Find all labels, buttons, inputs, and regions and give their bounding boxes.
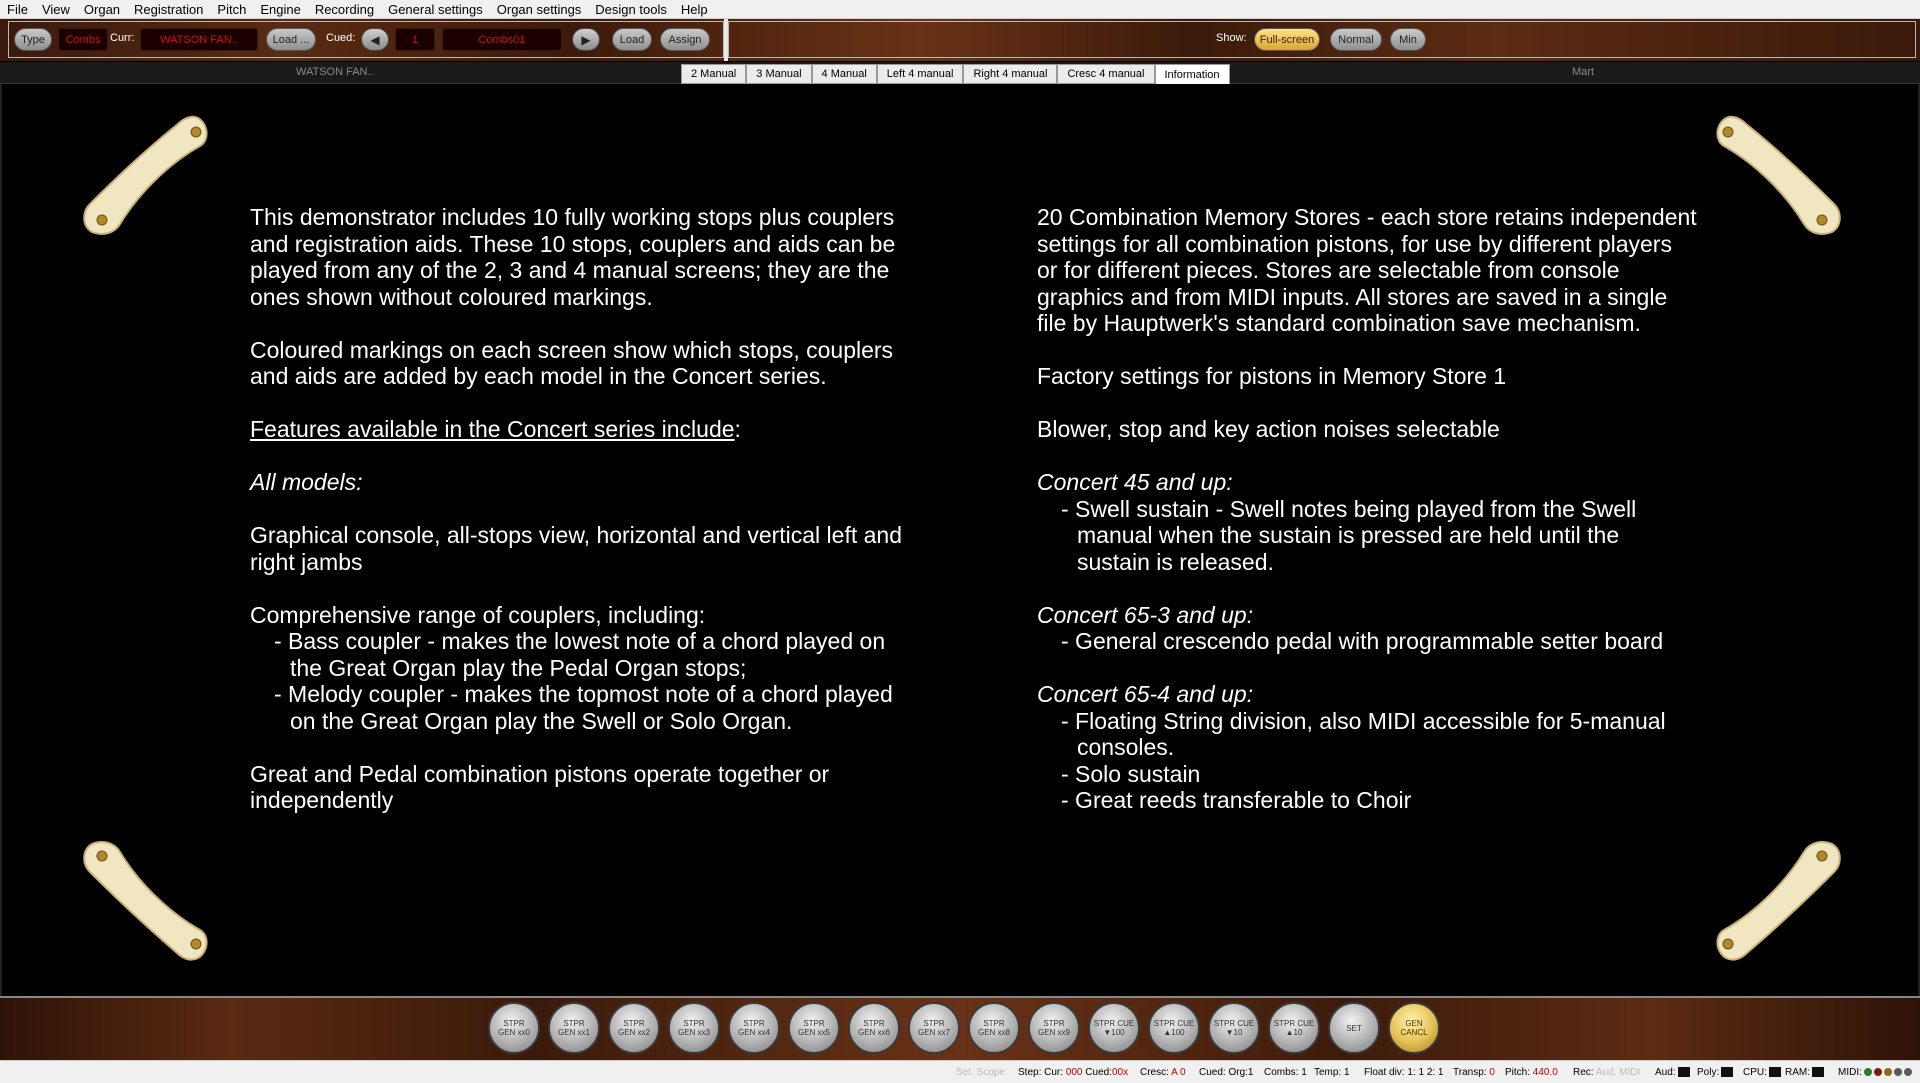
features-heading: Features available in the Concert series include <box>250 416 735 442</box>
piston-label-line1: STPR <box>623 1019 645 1028</box>
piston-label <box>1274 1019 1314 1037</box>
pitch-status <box>1505 1067 1558 1078</box>
tab-left-4-manual[interactable]: Left 4 manual <box>877 64 964 84</box>
step-status <box>1018 1067 1128 1078</box>
menu-item-help[interactable]: Help <box>680 1 708 17</box>
concert-65-3-heading: Concert 65-3 and up: <box>1037 601 1254 628</box>
couplers-paragraph: Comprehensive range of couplers, including: <box>250 601 706 628</box>
piston-button[interactable] <box>1268 1002 1320 1054</box>
temp-value: 1 <box>1344 1067 1350 1078</box>
show-label: Show: <box>1216 32 1247 44</box>
piston-button[interactable] <box>848 1002 900 1054</box>
screen-tab-bar <box>0 62 1920 84</box>
console-paragraph: Graphical console, all-stops view, horizontal and vertical left and right jambs <box>250 522 903 575</box>
combs-value: 1 <box>1301 1067 1307 1078</box>
midi-label: MIDI: <box>1838 1067 1862 1078</box>
pitch-value: 440.0 <box>1532 1067 1558 1078</box>
midi-dot-icon <box>1864 1068 1872 1076</box>
midi-dot-icon <box>1894 1068 1902 1076</box>
tab-information[interactable]: Information <box>1155 64 1230 85</box>
normal-button[interactable]: Normal <box>1330 28 1382 51</box>
piston-label-line1: STPR <box>563 1019 585 1028</box>
piston-label <box>618 1019 650 1037</box>
current-organ-display: WATSON FAN.. <box>140 28 258 51</box>
midi-indicators <box>1838 1067 1912 1078</box>
piston-button[interactable] <box>728 1002 780 1054</box>
intro-paragraph: This demonstrator includes 10 fully working stops plus couplers and registration aids. These 10 stops, couplers and aids can be played from any of the 2, 3 and 4 manual screens; they are the ones shown without coloured markings. <box>250 204 896 310</box>
piston-label <box>738 1019 770 1037</box>
menu-item-pitch[interactable]: Pitch <box>217 1 247 17</box>
piston-label-line2: GEN xx8 <box>977 1028 1010 1037</box>
min-button[interactable]: Min <box>1390 28 1426 51</box>
piston-button[interactable] <box>908 1002 960 1054</box>
corner-ornament-top-left-icon <box>48 106 218 246</box>
piston-label-line1: STPR <box>863 1019 885 1028</box>
memory-stores-paragraph: 20 Combination Memory Stores - each store retains independent settings for all combination pistons, for use by different players or for different pieces. Stores are selectable from console graphics and from MIDI inputs. All stores are saved in a single file by Hauptwerk's standard combination save mechanism. <box>1037 204 1697 336</box>
piston-label-line1: STPR <box>803 1019 825 1028</box>
corner-ornament-bottom-left-icon <box>48 830 218 970</box>
piston-label-line1: STPR CUE <box>1213 1019 1255 1028</box>
piston-label-line2: GEN xx0 <box>497 1028 530 1037</box>
piston-label-line2: GEN xx5 <box>797 1028 830 1037</box>
piston-button[interactable] <box>968 1002 1020 1054</box>
float-div-status <box>1364 1067 1444 1078</box>
previous-arrow-icon[interactable]: ◀ <box>361 28 389 51</box>
poly-meter <box>1697 1067 1733 1078</box>
menu-item-file[interactable]: File <box>7 1 28 17</box>
piston-button[interactable] <box>488 1002 540 1054</box>
information-screen <box>0 84 1920 996</box>
piston-label-line1: STPR <box>983 1019 1005 1028</box>
crescendo-pedal-item: - General crescendo pedal with programmable setter board <box>1061 628 1664 654</box>
cpu-label: CPU: <box>1743 1067 1767 1078</box>
features-colon: : <box>734 416 741 442</box>
ram-meter-bar <box>1812 1067 1824 1077</box>
menu-item-recording[interactable]: Recording <box>314 1 375 17</box>
cued-label: Cued: <box>326 32 356 44</box>
cresc-value: A 0 <box>1171 1067 1186 1078</box>
cued-combs-display: Combs01 <box>442 28 562 51</box>
piston-label-line1: SET <box>1346 1023 1362 1033</box>
tab-3-manual[interactable]: 3 Manual <box>746 64 811 84</box>
transp-status <box>1453 1067 1495 1078</box>
noises-paragraph: Blower, stop and key action noises selectable <box>1037 416 1500 442</box>
piston-button[interactable] <box>668 1002 720 1054</box>
piston-label-line2: GEN xx3 <box>677 1028 710 1037</box>
concert-65-4-heading: Concert 65-4 and up: <box>1037 681 1254 707</box>
piston-label <box>858 1019 890 1037</box>
piston-label-line2: ▼10 <box>1225 1028 1243 1037</box>
piston-label-line2: GEN xx9 <box>1037 1028 1070 1037</box>
piston-label <box>1038 1019 1070 1037</box>
next-arrow-icon[interactable]: ▶ <box>572 28 600 51</box>
piston-button[interactable] <box>1148 1002 1200 1054</box>
fullscreen-button[interactable]: Full-screen <box>1254 28 1320 51</box>
aud-meter-bar <box>1678 1067 1690 1077</box>
temp-status <box>1314 1067 1350 1078</box>
piston-button[interactable] <box>788 1002 840 1054</box>
step-label: Step: Cur: <box>1018 1067 1064 1078</box>
piston-button[interactable] <box>1328 1002 1380 1054</box>
temp-label: Temp: <box>1314 1067 1342 1078</box>
ram-label: RAM: <box>1785 1067 1810 1078</box>
screen-tabs <box>681 64 1230 85</box>
cued-org-value: 1 <box>1247 1067 1254 1078</box>
piston-label-line2: GEN xx4 <box>737 1028 770 1037</box>
rec-aud-midi: Aud. MIDI <box>1595 1067 1641 1078</box>
swell-sustain-item: - Swell sustain - Swell notes being played from the Swell manual when the sustain is pressed are held until the sustain is released. <box>1061 495 1637 575</box>
piston-label-line1: STPR <box>743 1019 765 1028</box>
cpu-meter-bar <box>1769 1067 1781 1077</box>
toolbar-right-panel <box>728 21 1916 58</box>
pitch-label: Pitch: <box>1505 1067 1531 1078</box>
float-div-label: Float div: <box>1364 1067 1405 1078</box>
menu-item-registration[interactable]: Registration <box>134 1 204 17</box>
aud-meter <box>1655 1067 1690 1078</box>
piston-button[interactable] <box>1088 1002 1140 1054</box>
concert-45-heading: Concert 45 and up: <box>1037 469 1233 495</box>
piston-label-line2: CANCL <box>1400 1028 1428 1037</box>
piston-label-line2: ▲100 <box>1163 1028 1185 1037</box>
set-scope: Set. Scope <box>956 1067 1005 1078</box>
tab-4-manual[interactable]: 4 Manual <box>812 64 877 84</box>
piston-label-line1: GEN <box>1405 1019 1423 1028</box>
right-caption: Mart <box>1572 66 1594 78</box>
rec-label: Rec: <box>1573 1067 1594 1078</box>
piston-label-line1: STPR CUE <box>1153 1019 1195 1028</box>
corner-ornament-bottom-right-icon <box>1706 830 1876 970</box>
piston-label <box>1346 1024 1362 1033</box>
piston-label <box>798 1019 830 1037</box>
piston-label <box>1154 1019 1194 1037</box>
info-left-column <box>250 204 910 840</box>
transp-value: 0 <box>1489 1067 1495 1078</box>
piston-label-line1: STPR <box>1043 1019 1065 1028</box>
midi-dot-icon <box>1904 1068 1912 1076</box>
combs-status <box>1264 1067 1307 1078</box>
transp-label: Transp: <box>1453 1067 1487 1078</box>
ram-meter <box>1785 1067 1824 1078</box>
cresc-status <box>1140 1067 1186 1078</box>
piston-label-line2: ▼100 <box>1103 1028 1125 1037</box>
floating-string-item: - Floating String division, also MIDI accessible for 5-manual consoles. <box>1061 707 1666 760</box>
menu-item-general-settings[interactable]: General settings <box>388 1 483 17</box>
piston-button[interactable] <box>1388 1002 1440 1054</box>
menu-item-organ[interactable]: Organ <box>83 1 121 17</box>
piston-button[interactable] <box>1208 1002 1260 1054</box>
piston-label-line1: STPR CUE <box>1093 1019 1135 1028</box>
cued-org-status <box>1199 1067 1253 1078</box>
midi-dot-icon <box>1874 1068 1882 1076</box>
all-models-heading: All models: <box>250 469 363 495</box>
step-cued-label: Cued: <box>1085 1067 1112 1078</box>
piston-label <box>1400 1019 1427 1037</box>
piston-button[interactable] <box>548 1002 600 1054</box>
menu-bar <box>0 0 1920 19</box>
piston-label <box>1214 1019 1254 1037</box>
menu-item-organ-settings[interactable]: Organ settings <box>496 1 582 17</box>
bass-coupler-item: - Bass coupler - makes the lowest note of a chord played on the Great Organ play the Pedal Organ stops; <box>274 628 886 681</box>
piston-label-line2: GEN xx7 <box>917 1028 950 1037</box>
piston-label <box>498 1019 530 1037</box>
tab-cresc-4-manual[interactable]: Cresc 4 manual <box>1057 64 1154 84</box>
piston-label <box>678 1019 710 1037</box>
piston-label-line1: STPR CUE <box>1273 1019 1315 1028</box>
toolbar <box>0 19 1920 61</box>
solo-sustain-item: - Solo sustain <box>1061 760 1201 787</box>
aud-label: Aud: <box>1655 1067 1676 1078</box>
piston-label-line2: GEN xx2 <box>617 1028 650 1037</box>
piston-label-line1: STPR <box>683 1019 705 1028</box>
great-reeds-item: - Great reeds transferable to Choir <box>1061 787 1412 813</box>
piston-button[interactable] <box>1028 1002 1080 1054</box>
corner-ornament-top-right-icon <box>1706 106 1876 246</box>
combs-label: Combs: <box>1264 1067 1299 1078</box>
load-button[interactable]: Load <box>612 28 652 51</box>
piston-label-line2: ▲10 <box>1285 1028 1303 1037</box>
load-organ-button[interactable]: Load ... <box>266 28 316 51</box>
step-cued: 00x <box>1111 1067 1129 1078</box>
menu-item-engine[interactable]: Engine <box>260 1 301 17</box>
tab-right-4-manual[interactable]: Right 4 manual <box>963 64 1057 84</box>
markings-paragraph: Coloured markings on each screen show which stops, couplers and aids are added by each model in the Concert series. <box>250 336 894 389</box>
menu-item-view[interactable]: View <box>41 1 70 17</box>
piston-button[interactable] <box>608 1002 660 1054</box>
features-heading-line <box>250 416 910 443</box>
menu-item-design-tools[interactable]: Design tools <box>595 1 667 17</box>
cresc-label: Cresc: <box>1140 1067 1169 1078</box>
factory-settings-paragraph: Factory settings for pistons in Memory Store 1 <box>1037 363 1507 389</box>
piston-label <box>1094 1019 1134 1037</box>
assign-button[interactable]: Assign <box>660 28 710 51</box>
piston-label-line1: STPR <box>923 1019 945 1028</box>
organ-name-caption: WATSON FAN.. <box>296 66 374 78</box>
poly-meter-bar <box>1721 1067 1733 1077</box>
info-right-column <box>1037 204 1697 814</box>
cued-number-display: 1 <box>395 28 435 51</box>
rec-status <box>1573 1067 1640 1078</box>
tab-2-manual[interactable]: 2 Manual <box>681 64 746 84</box>
curr-label: Curr: <box>110 32 135 44</box>
float-div-value: 1: 1 2: 1 <box>1407 1067 1444 1078</box>
piston-bar <box>0 996 1920 1060</box>
combs-display: Combs <box>58 28 108 51</box>
poly-label: Poly: <box>1697 1067 1720 1078</box>
cpu-meter <box>1743 1067 1781 1078</box>
status-bar <box>0 1060 1920 1083</box>
piston-label-line1: STPR <box>503 1019 525 1028</box>
cued-org-label: Cued: Org: <box>1199 1067 1248 1078</box>
type-button[interactable]: Type <box>14 28 52 51</box>
piston-label-line2: GEN xx1 <box>557 1028 590 1037</box>
midi-dot-icon <box>1884 1068 1892 1076</box>
step-current: 000 <box>1065 1067 1083 1078</box>
piston-label <box>978 1019 1010 1037</box>
piston-label <box>918 1019 950 1037</box>
pistons-paragraph: Great and Pedal combination pistons operate together or independently <box>250 760 830 813</box>
piston-label-line2: GEN xx6 <box>857 1028 890 1037</box>
piston-label <box>558 1019 590 1037</box>
melody-coupler-item: - Melody coupler - makes the topmost note of a chord played on the Great Organ play the Swell or Solo Organ. <box>274 681 893 734</box>
